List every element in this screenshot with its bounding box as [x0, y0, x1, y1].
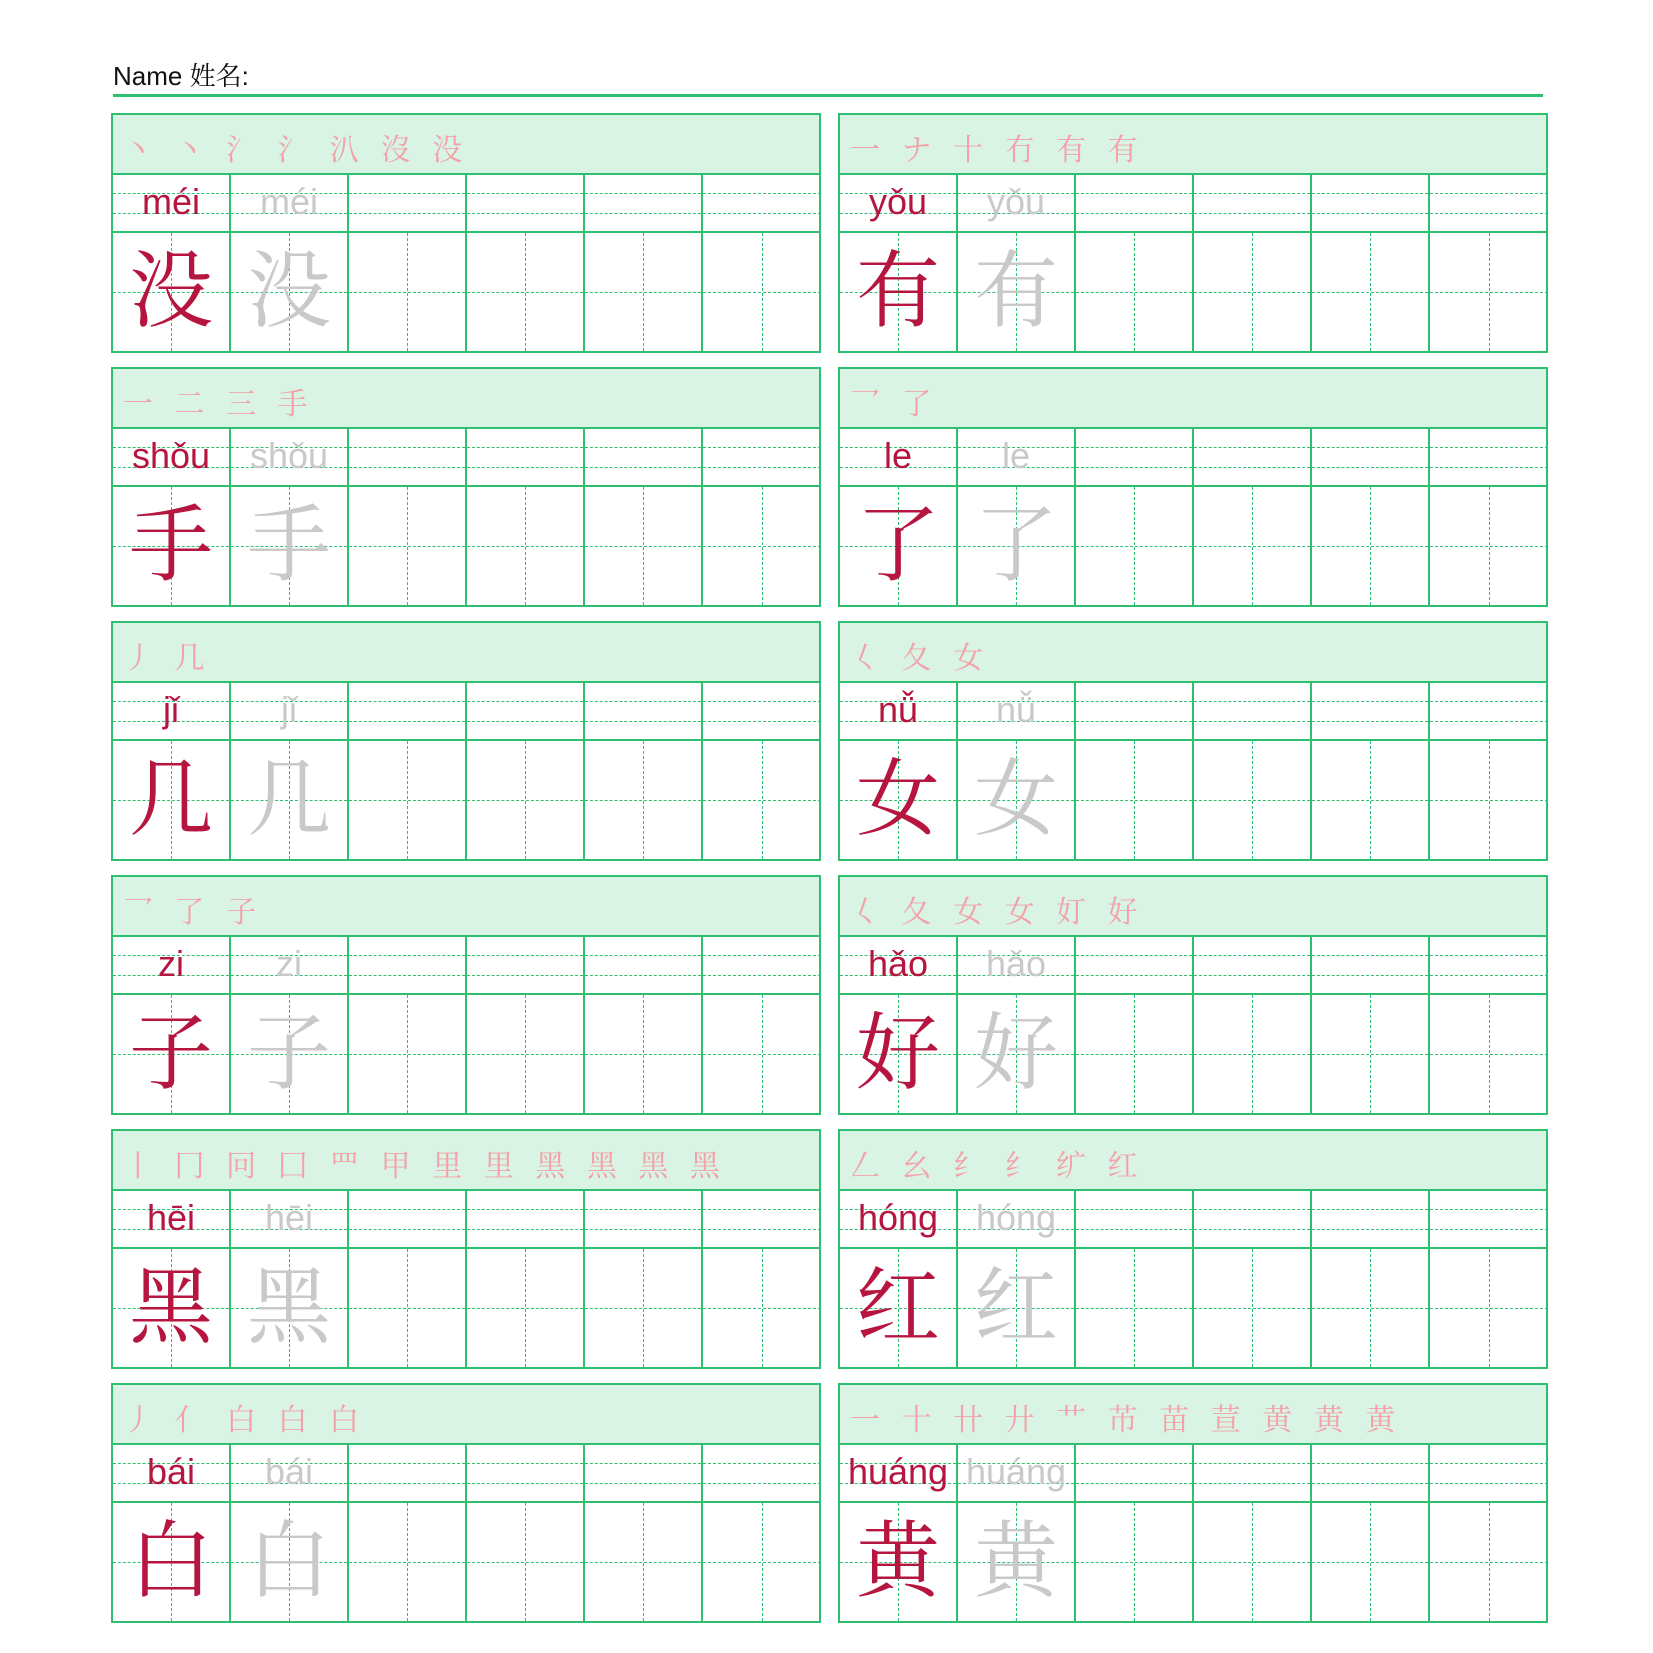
- pinyin-row: [840, 683, 1546, 741]
- pinyin-cell: [231, 683, 349, 739]
- character-cell: [113, 1503, 231, 1621]
- pinyin-row: [113, 175, 819, 233]
- pinyin-cell: [840, 937, 958, 993]
- character-cell[interactable]: [1312, 995, 1430, 1113]
- pinyin-row: [840, 429, 1546, 487]
- character-row: [840, 995, 1546, 1113]
- character-cell: [840, 233, 958, 351]
- character-model: 子: [128, 1004, 213, 1102]
- character-model: 黄: [855, 1512, 940, 1610]
- character-cell[interactable]: [1194, 995, 1312, 1113]
- pinyin-cell[interactable]: [467, 175, 585, 231]
- character-cell: [113, 233, 231, 351]
- character-trace: 没: [246, 242, 331, 340]
- practice-card: [111, 875, 821, 1115]
- pinyin-cell: [958, 1445, 1076, 1501]
- character-trace: 黄: [973, 1512, 1058, 1610]
- pinyin-cell[interactable]: [1194, 175, 1312, 231]
- character-model: 了: [855, 496, 940, 594]
- pinyin-cell[interactable]: [1076, 175, 1194, 231]
- pinyin-trace: le: [1001, 435, 1031, 476]
- stroke-order: 丿 几: [123, 641, 211, 676]
- character-cell: [958, 1249, 1076, 1367]
- character-cell[interactable]: [1076, 995, 1194, 1113]
- character-cell[interactable]: [1194, 487, 1312, 605]
- character-trace: 几: [246, 750, 331, 848]
- pinyin-cell[interactable]: [467, 683, 585, 739]
- practice-card: [838, 113, 1548, 353]
- character-cell[interactable]: [467, 995, 585, 1113]
- pinyin-cell[interactable]: [1076, 1445, 1194, 1501]
- pinyin-cell[interactable]: [1194, 1191, 1312, 1247]
- pinyin-cell[interactable]: [467, 937, 585, 993]
- character-cell[interactable]: [467, 1503, 585, 1621]
- character-row: [840, 233, 1546, 351]
- character-cell[interactable]: [703, 995, 821, 1113]
- stroke-order-row: [840, 1131, 1546, 1191]
- character-row: [113, 233, 819, 351]
- character-cell[interactable]: [349, 1249, 467, 1367]
- stroke-order: 乛 了: [850, 387, 938, 422]
- pinyin-cell[interactable]: [585, 429, 703, 485]
- character-cell[interactable]: [1076, 1503, 1194, 1621]
- pinyin-cell: [231, 937, 349, 993]
- pinyin-cell[interactable]: [1430, 175, 1548, 231]
- character-cell: [840, 487, 958, 605]
- stroke-order-row: [113, 877, 819, 937]
- pinyin-trace: hēi: [264, 1197, 314, 1238]
- pinyin-model: jǐ: [163, 689, 179, 730]
- pinyin-row: [113, 683, 819, 741]
- character-cell[interactable]: [1076, 487, 1194, 605]
- character-trace: 子: [246, 1004, 331, 1102]
- character-model: 有: [855, 242, 940, 340]
- pinyin-trace: hǎo: [985, 943, 1047, 984]
- pinyin-cell[interactable]: [467, 1191, 585, 1247]
- pinyin-cell: [113, 937, 231, 993]
- character-model: 好: [855, 1004, 940, 1102]
- pinyin-cell[interactable]: [1194, 429, 1312, 485]
- stroke-order: 𡿨 夂 女: [850, 641, 990, 676]
- pinyin-trace: huáng: [965, 1451, 1067, 1492]
- pinyin-cell: [840, 175, 958, 231]
- practice-card: [111, 367, 821, 607]
- character-cell: [958, 995, 1076, 1113]
- pinyin-cell[interactable]: [1194, 1445, 1312, 1501]
- stroke-order: 丶 丶 氵 氵 汃 沒 没: [123, 133, 469, 168]
- pinyin-cell[interactable]: [703, 1445, 821, 1501]
- pinyin-row: [113, 1445, 819, 1503]
- character-trace: 红: [973, 1258, 1058, 1356]
- pinyin-cell[interactable]: [1076, 683, 1194, 739]
- character-cell[interactable]: [585, 487, 703, 605]
- character-row: [113, 995, 819, 1113]
- pinyin-trace: jǐ: [281, 689, 297, 730]
- pinyin-cell: [958, 683, 1076, 739]
- character-cell: [840, 741, 958, 859]
- stroke-order-row: [840, 623, 1546, 683]
- character-cell[interactable]: [1194, 1249, 1312, 1367]
- pinyin-trace: hóng: [975, 1197, 1057, 1238]
- character-trace: 了: [973, 496, 1058, 594]
- character-cell[interactable]: [1312, 1503, 1430, 1621]
- character-cell: [113, 1249, 231, 1367]
- character-cell: [231, 995, 349, 1113]
- character-cell: [840, 1249, 958, 1367]
- pinyin-cell[interactable]: [585, 1445, 703, 1501]
- pinyin-model: zi: [158, 943, 184, 984]
- character-cell[interactable]: [703, 1503, 821, 1621]
- character-row: [840, 487, 1546, 605]
- character-row: [113, 487, 819, 605]
- stroke-order: 丿 亻 白 白 白: [123, 1403, 366, 1438]
- character-cell: [231, 487, 349, 605]
- practice-card: [838, 367, 1548, 607]
- pinyin-cell[interactable]: [1430, 429, 1548, 485]
- character-cell[interactable]: [1076, 741, 1194, 859]
- character-cell: [113, 487, 231, 605]
- pinyin-cell[interactable]: [1430, 937, 1548, 993]
- pinyin-cell: [113, 175, 231, 231]
- pinyin-trace: zi: [276, 943, 302, 984]
- pinyin-cell[interactable]: [585, 683, 703, 739]
- character-cell[interactable]: [1312, 487, 1430, 605]
- pinyin-cell: [113, 1191, 231, 1247]
- character-trace: 黑: [246, 1258, 331, 1356]
- pinyin-row: [840, 1445, 1546, 1503]
- pinyin-cell: [840, 429, 958, 485]
- practice-card: [111, 621, 821, 861]
- pinyin-cell[interactable]: [467, 429, 585, 485]
- character-cell[interactable]: [349, 487, 467, 605]
- pinyin-cell[interactable]: [1076, 429, 1194, 485]
- stroke-order-row: [840, 1385, 1546, 1445]
- pinyin-row: [113, 429, 819, 487]
- character-cell[interactable]: [585, 1249, 703, 1367]
- practice-card: [111, 1383, 821, 1623]
- character-cell[interactable]: [1430, 233, 1548, 351]
- character-cell[interactable]: [703, 487, 821, 605]
- pinyin-cell[interactable]: [1194, 683, 1312, 739]
- pinyin-cell: [231, 175, 349, 231]
- character-trace: 白: [246, 1512, 331, 1610]
- character-model: 没: [128, 242, 213, 340]
- character-cell[interactable]: [703, 1249, 821, 1367]
- pinyin-cell: [958, 1191, 1076, 1247]
- pinyin-model: nǚ: [877, 689, 919, 730]
- character-cell[interactable]: [585, 1503, 703, 1621]
- pinyin-cell: [958, 175, 1076, 231]
- character-row: [113, 1249, 819, 1367]
- character-cell[interactable]: [349, 741, 467, 859]
- stroke-order-row: [840, 369, 1546, 429]
- character-cell[interactable]: [1430, 1503, 1548, 1621]
- pinyin-cell: [113, 1445, 231, 1501]
- character-model: 女: [855, 750, 940, 848]
- character-model: 白: [128, 1512, 213, 1610]
- pinyin-cell[interactable]: [1430, 1191, 1548, 1247]
- character-cell[interactable]: [585, 741, 703, 859]
- stroke-order-row: [113, 369, 819, 429]
- character-cell[interactable]: [703, 233, 821, 351]
- pinyin-cell[interactable]: [1076, 937, 1194, 993]
- character-row: [840, 1249, 1546, 1367]
- character-cell: [840, 995, 958, 1113]
- character-cell[interactable]: [585, 995, 703, 1113]
- character-cell[interactable]: [1430, 995, 1548, 1113]
- stroke-order: 一 二 三 手: [123, 387, 314, 422]
- character-cell[interactable]: [1076, 233, 1194, 351]
- character-cell[interactable]: [1312, 1249, 1430, 1367]
- pinyin-model: hēi: [146, 1197, 196, 1238]
- character-cell: [840, 1503, 958, 1621]
- pinyin-cell[interactable]: [585, 175, 703, 231]
- character-model: 几: [128, 750, 213, 848]
- character-cell[interactable]: [1312, 741, 1430, 859]
- pinyin-cell: [113, 429, 231, 485]
- pinyin-cell[interactable]: [703, 429, 821, 485]
- pinyin-cell[interactable]: [703, 1191, 821, 1247]
- pinyin-model: hóng: [857, 1197, 939, 1238]
- name-line: [113, 52, 1543, 97]
- character-cell[interactable]: [349, 995, 467, 1113]
- character-cell: [958, 487, 1076, 605]
- stroke-order: 𡿨 夂 女 女 奵 好: [850, 895, 1144, 930]
- pinyin-cell[interactable]: [349, 1191, 467, 1247]
- pinyin-cell[interactable]: [585, 937, 703, 993]
- character-row: [840, 741, 1546, 859]
- pinyin-model: huáng: [847, 1451, 949, 1492]
- practice-card: [838, 621, 1548, 861]
- pinyin-trace: méi: [259, 181, 318, 222]
- pinyin-cell[interactable]: [349, 175, 467, 231]
- pinyin-model: méi: [141, 181, 200, 222]
- pinyin-cell[interactable]: [1312, 429, 1430, 485]
- character-trace: 女: [973, 750, 1058, 848]
- character-cell[interactable]: [1194, 233, 1312, 351]
- character-trace: 手: [246, 496, 331, 594]
- stroke-order-row: [113, 1385, 819, 1445]
- pinyin-cell[interactable]: [349, 683, 467, 739]
- pinyin-row: [840, 1191, 1546, 1249]
- stroke-order-row: [840, 877, 1546, 937]
- pinyin-model: shǒu: [131, 435, 211, 476]
- pinyin-cell[interactable]: [1312, 1191, 1430, 1247]
- character-cell: [231, 233, 349, 351]
- pinyin-cell[interactable]: [703, 683, 821, 739]
- pinyin-cell[interactable]: [1312, 937, 1430, 993]
- character-cell[interactable]: [1312, 233, 1430, 351]
- character-cell[interactable]: [585, 233, 703, 351]
- pinyin-model: bái: [146, 1451, 196, 1492]
- pinyin-cell[interactable]: [703, 937, 821, 993]
- stroke-order-row: [113, 115, 819, 175]
- character-cell[interactable]: [1194, 1503, 1312, 1621]
- character-cell[interactable]: [467, 487, 585, 605]
- character-cell[interactable]: [349, 233, 467, 351]
- character-cell: [231, 1249, 349, 1367]
- stroke-order: 𠃋 幺 纟 纟 纩 红: [850, 1149, 1144, 1184]
- character-cell: [958, 741, 1076, 859]
- character-cell: [958, 1503, 1076, 1621]
- practice-card: [838, 1383, 1548, 1623]
- pinyin-cell[interactable]: [349, 429, 467, 485]
- pinyin-cell[interactable]: [1312, 1445, 1430, 1501]
- pinyin-cell[interactable]: [1312, 683, 1430, 739]
- pinyin-cell: [840, 1191, 958, 1247]
- practice-card: [838, 875, 1548, 1115]
- character-cell[interactable]: [703, 741, 821, 859]
- character-trace: 好: [973, 1004, 1058, 1102]
- character-cell[interactable]: [349, 1503, 467, 1621]
- pinyin-cell: [840, 1445, 958, 1501]
- pinyin-model: le: [883, 435, 913, 476]
- character-model: 黑: [128, 1258, 213, 1356]
- stroke-order: 一 十 卄 廾 艹 芇 苗 荁 黄 黄 黄: [850, 1403, 1402, 1438]
- stroke-order-row: [113, 623, 819, 683]
- pinyin-cell[interactable]: [1430, 1445, 1548, 1501]
- character-row: [840, 1503, 1546, 1621]
- practice-card: [111, 1129, 821, 1369]
- pinyin-cell: [231, 1191, 349, 1247]
- pinyin-cell: [231, 429, 349, 485]
- stroke-order: 乛 了 子: [123, 895, 263, 930]
- character-row: [113, 1503, 819, 1621]
- pinyin-cell[interactable]: [467, 1445, 585, 1501]
- character-cell[interactable]: [1194, 741, 1312, 859]
- character-cell: [231, 1503, 349, 1621]
- pinyin-model: yǒu: [868, 181, 928, 222]
- pinyin-model: hǎo: [867, 943, 929, 984]
- pinyin-cell: [231, 1445, 349, 1501]
- stroke-order: 一 ナ 十 冇 有 有: [850, 133, 1144, 168]
- character-cell[interactable]: [1430, 1249, 1548, 1367]
- pinyin-cell: [958, 937, 1076, 993]
- pinyin-cell: [840, 683, 958, 739]
- pinyin-cell[interactable]: [703, 175, 821, 231]
- character-cell: [231, 741, 349, 859]
- character-cell[interactable]: [1430, 487, 1548, 605]
- pinyin-row: [113, 1191, 819, 1249]
- character-cell: [958, 233, 1076, 351]
- pinyin-cell[interactable]: [349, 1445, 467, 1501]
- practice-card: [111, 113, 821, 353]
- stroke-order: 丨 冂 冋 囗 罒 甲 里 里 黑 黑 黑 黑: [123, 1149, 726, 1184]
- pinyin-trace: shǒu: [249, 435, 329, 476]
- pinyin-cell[interactable]: [1312, 175, 1430, 231]
- character-cell[interactable]: [467, 741, 585, 859]
- stroke-order-row: [840, 115, 1546, 175]
- pinyin-cell: [958, 429, 1076, 485]
- name-label: Name 姓名:: [113, 61, 249, 91]
- pinyin-cell[interactable]: [1194, 937, 1312, 993]
- pinyin-cell[interactable]: [585, 1191, 703, 1247]
- practice-card: [838, 1129, 1548, 1369]
- pinyin-cell: [113, 683, 231, 739]
- pinyin-trace: bái: [264, 1451, 314, 1492]
- pinyin-trace: yǒu: [986, 181, 1046, 222]
- pinyin-row: [113, 937, 819, 995]
- character-cell[interactable]: [467, 1249, 585, 1367]
- pinyin-row: [840, 175, 1546, 233]
- pinyin-row: [840, 937, 1546, 995]
- character-model: 手: [128, 496, 213, 594]
- character-trace: 有: [973, 242, 1058, 340]
- pinyin-cell[interactable]: [1430, 683, 1548, 739]
- character-cell[interactable]: [467, 233, 585, 351]
- pinyin-cell[interactable]: [1076, 1191, 1194, 1247]
- character-cell: [113, 741, 231, 859]
- character-row: [113, 741, 819, 859]
- stroke-order-row: [113, 1131, 819, 1191]
- character-cell[interactable]: [1430, 741, 1548, 859]
- pinyin-trace: nǚ: [995, 689, 1037, 730]
- character-cell[interactable]: [1076, 1249, 1194, 1367]
- pinyin-cell[interactable]: [349, 937, 467, 993]
- character-cell: [113, 995, 231, 1113]
- character-model: 红: [855, 1258, 940, 1356]
